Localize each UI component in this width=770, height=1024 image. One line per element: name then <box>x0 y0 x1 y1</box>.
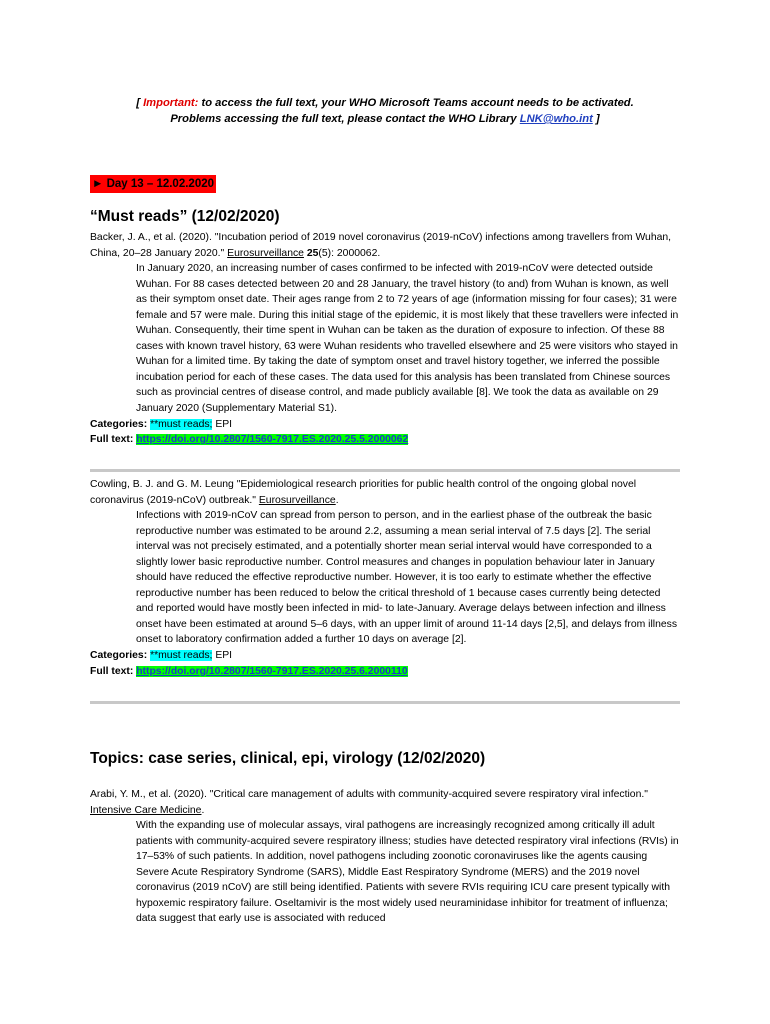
category-tag: **must reads; <box>150 650 213 662</box>
notice-line2: Problems accessing the full text, please contact the WHO Library <box>170 113 517 125</box>
must-reads-heading: “Must reads” (12/02/2020) <box>90 208 280 225</box>
close-bracket: ] <box>595 113 600 125</box>
categories-label: Categories: <box>90 650 148 662</box>
citation-text: Cowling, B. J. and G. M. Leung "Epidemiological research priorities for public health control of the ongoing global novel coronavirus (2019-nCoV) outbreak." <box>90 479 637 506</box>
journal-link[interactable]: Eurosurveillance <box>227 247 304 259</box>
citation-end: . <box>201 804 205 816</box>
access-notice <box>90 95 680 127</box>
entry-arabi <box>90 787 680 927</box>
full-text-label: Full text: <box>90 434 134 446</box>
divider <box>90 701 680 704</box>
category-tag: **must reads; <box>150 418 213 430</box>
citation <box>90 230 680 261</box>
divider <box>90 469 680 472</box>
doi-link[interactable]: https://doi.org/10.2807/1560-7917.ES.2020.25.6.2000110 <box>136 665 408 677</box>
abstract: With the expanding use of molecular assays, viral pathogens are increasingly recognized among critically ill adult patients with community-acquired severe respiratory illness; studies have detected respiratory viral infections (RVIs) in 17–53% of such patients. In addition, novel pathogens including zoonotic coronaviruses like the agents causing Severe Acute Respiratory Syndrome (SARS), Middle East Respiratory Syndrome (MERS) and the 2019 novel coronavirus (2019 nCoV) are still being identified. Patients with severe RVIs requiring ICU care present typically with hypoxemic respiratory failure. Oseltamivir is the most widely used neuraminidase inhibitor for treatment of influenza; data suggest that early use is associated with reduced <box>136 820 679 925</box>
categories-label: Categories: <box>90 418 148 430</box>
category-rest: EPI <box>212 418 233 430</box>
citation-text: Backer, J. A., et al. (2020). "Incubation period of 2019 novel coronavirus (2019-nCoV) infections among travellers from Wuhan, China, 20–28 January 2020." <box>90 232 672 259</box>
categories-row <box>90 648 680 664</box>
entry-backer <box>90 230 680 448</box>
journal-link[interactable]: Intensive Care Medicine <box>90 804 202 816</box>
library-email-link[interactable]: LNK@who.int <box>519 113 593 125</box>
citation <box>90 787 680 818</box>
full-text-label: Full text: <box>90 665 134 677</box>
journal-link[interactable]: Eurosurveillance <box>258 494 336 506</box>
day-banner: ► Day 13 – 12.02.2020 <box>90 175 216 193</box>
open-bracket: [ <box>136 97 140 109</box>
full-text-row <box>90 664 680 680</box>
abstract: In January 2020, an increasing number of cases confirmed to be infected with 2019-nCoV were detected outside Wuhan. For 88 cases detected between 20 and 28 January, the travel history (to and) from Wuhan is known, as well as their symptom onset date. Their ages range from 2 to 72 years of age (information missing for four cases); 31 were female and 57 were male. During this initial stage of the epidemic, it is most likely that these travellers were infected in Wuhan. Consequently, their time spent in Wuhan can be taken as the duration of exposure to infection. Of these 88 cases with known travel history, 63 were Wuhan residents who travelled elsewhere and 25 were visitors who stayed in Wuhan for a limited time. By taking the date of symptom onset and travel history together, we inferred the possible incubation period for each of these cases. The data used for this analysis has been translated from Chinese sources such as provincial centres of disease control, and made publicly available [8]. We took the data as available on 29 January 2020 (Supplementary Material S1). <box>136 263 679 415</box>
citation-end: . <box>335 494 339 506</box>
notice-line1: to access the full text, your WHO Microsoft Teams account needs to be activated. <box>201 97 634 109</box>
doi-link[interactable]: https://doi.org/10.2807/1560-7917.ES.2020.25.5.2000062 <box>136 434 409 446</box>
entry-cowling <box>90 477 680 679</box>
category-rest: EPI <box>212 650 233 662</box>
volume: 25 <box>306 247 319 259</box>
citation <box>90 477 680 508</box>
abstract: Infections with 2019-nCoV can spread from person to person, and in the earliest phase of the outbreak the basic reproductive number was estimated to be around 2.2, assuming a mean serial interval of 7.5 days [2]. The serial interval was not precisely estimated, and a potentially shorter mean serial interval would have corresponded to a slightly lower basic reproductive number. Control measures and changes in population behaviour later in January should have reduced the effective reproductive number. However, it is too early to estimate whether the effective reproductive number has been reduced to below the critical threshold of 1 because cases currently being detected and reported would have mostly been infected in mid- to late-January. Average delays between infection and illness onset have been estimated at around 5–6 days, with an upper limit of around 11-14 days [2,5], and delays from illness onset to laboratory confirmation added a further 10 days on average [2]. <box>136 510 678 646</box>
citation-text: Arabi, Y. M., et al. (2020). "Critical care management of adults with community-acquired severe respiratory viral infection." <box>90 789 648 800</box>
citation-issue: (5): 2000062. <box>318 247 381 259</box>
full-text-row <box>90 432 680 448</box>
topics-heading: Topics: case series, clinical, epi, virology (12/02/2020) <box>90 750 486 767</box>
categories-row <box>90 417 680 433</box>
important-label: Important: <box>143 97 199 109</box>
